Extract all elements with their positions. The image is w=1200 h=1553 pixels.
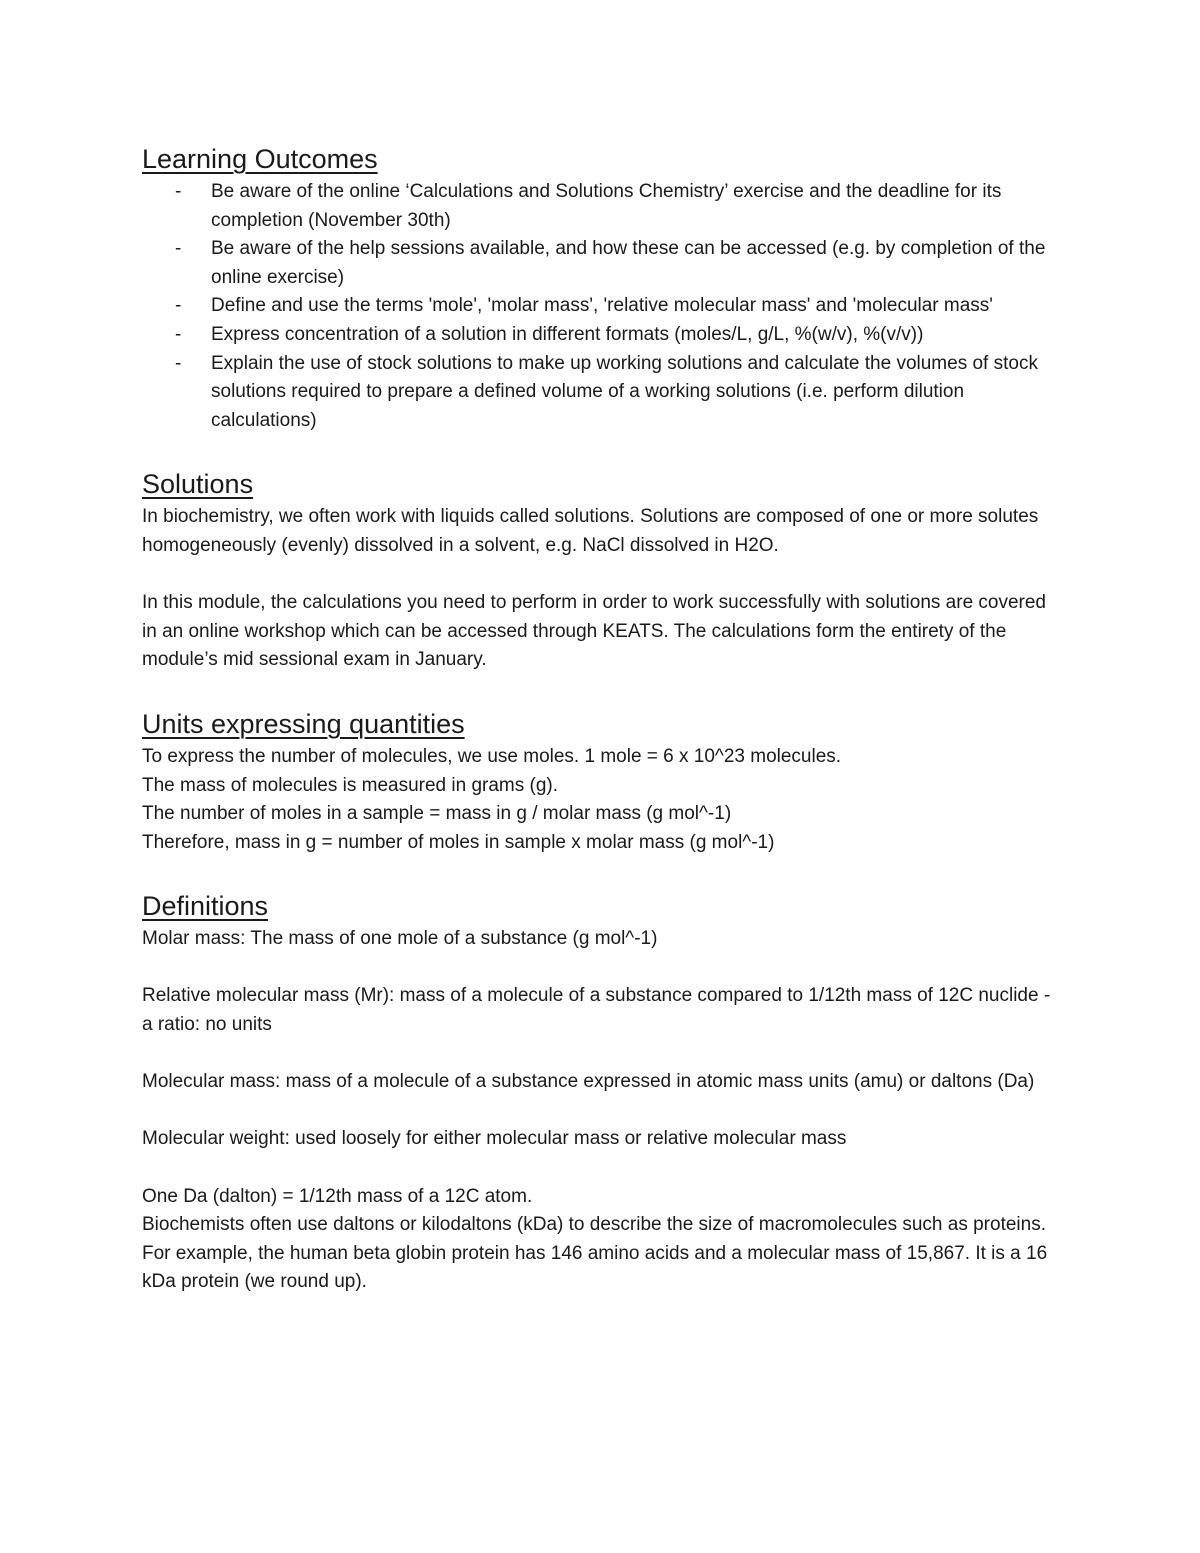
definition-molecular-mass: Molecular mass: mass of a molecule of a substance expressed in atomic mass units (amu) or daltons (Da) [142,1071,1035,1093]
definition-dalton: One Da (dalton) = 1/12th mass of a 12C atom. [142,1185,533,1207]
definition-molar-mass: Molar mass: The mass of one mole of a substance (g mol^-1) [142,928,658,950]
solutions-heading: Solutions [142,469,254,500]
bullet-dash: - [175,323,182,345]
definitions-heading: Definitions [142,891,269,922]
bullet-dash: - [175,238,182,260]
list-item: - Define and use the terms 'mole', 'molar mass', 'relative molecular mass' and 'molecular mass' [142,292,1057,321]
document-page [142,140,1057,1297]
solutions-paragraph: In biochemistry, we often work with liquids called solutions. Solutions are composed of one or more solutes homogeneously (evenly) dissolved in a solvent, e.g. NaCl dissolved in H2O. [142,506,1039,556]
definition-relative-molecular-mass: Relative molecular mass (Mr): mass of a molecule of a substance compared to 1/12th mass of 12C nuclide - a ratio: no units [142,985,1051,1036]
list-item: - Be aware of the online ‘Calculations and Solutions Chemistry’ exercise and the deadline for its completion (November 30th) [142,178,1057,235]
list-item: - Be aware of the help sessions available, and how these can be accessed (e.g. by completion of the online exercise) [142,235,1057,292]
learning-outcomes-list [142,178,1057,435]
list-item: - Explain the use of stock solutions to make up working solutions and calculate the volumes of stock solutions required to prepare a defined volume of a working solutions (i.e. perform dilution calculations) [142,350,1057,436]
units-line: The number of moles in a sample = mass in g / molar mass (g mol^-1) [142,803,732,825]
learning-outcomes-heading: Learning Outcomes [142,144,378,174]
dalton-usage-paragraph: Biochemists often use daltons or kilodaltons (kDa) to describe the size of macromolecules such as proteins. For example, the human beta globin protein has 146 amino acids and a molecular mass of 15,867. It is a 16 kDa protein (we round up). [142,1214,1048,1293]
units-line: To express the number of molecules, we use moles. 1 mole = 6 x 10^23 molecules. [142,745,842,767]
bullet-dash: - [175,352,182,374]
bullet-dash: - [175,181,182,202]
bullet-dash: - [175,295,182,317]
units-heading: Units expressing quantities [142,708,465,739]
definition-molecular-weight: Molecular weight: used loosely for either molecular mass or relative molecular mass [142,1128,847,1150]
units-line: The mass of molecules is measured in grams (g). [142,774,559,796]
units-line: Therefore, mass in g = number of moles in sample x molar mass (g mol^-1) [142,831,775,853]
list-item: - Express concentration of a solution in different formats (moles/L, g/L, %(w/v), %(v/v)) [142,321,1057,350]
solutions-paragraph: In this module, the calculations you need to perform in order to work successfully with solutions are covered in an online workshop which can be accessed through KEATS. The calculations form the entirety of the module’s mid sessional exam in January. [142,592,1047,671]
